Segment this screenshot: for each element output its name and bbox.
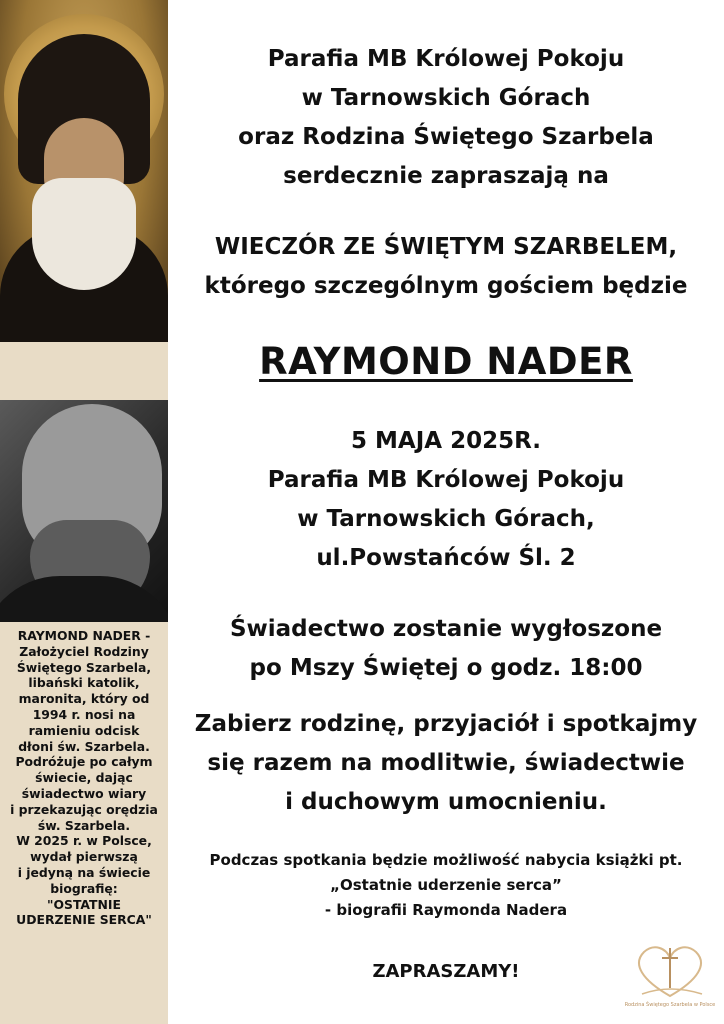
bio-line: 1994 r. nosi na	[32, 706, 136, 722]
heart-cross-logo-icon	[622, 938, 718, 1018]
bio-line: ramieniu odcisk	[28, 722, 140, 738]
raymond-nader-bio	[0, 628, 168, 928]
bio-line: "OSTATNIE	[47, 896, 121, 912]
bio-line: UDERZENIE SERCA"	[16, 912, 152, 928]
intro-line: w Tarnowskich Górach	[301, 85, 591, 111]
address-line: ul.Powstańców Śl. 2	[316, 545, 576, 571]
saint-charbel-icon-image	[0, 0, 168, 342]
bio-line: biografię:	[50, 880, 118, 896]
guest-name: RAYMOND NADER	[259, 340, 633, 383]
call-line: i duchowym umocnieniu.	[285, 789, 607, 815]
bio-line: RAYMOND NADER -	[17, 628, 151, 643]
bio-line: i przekazując orędzia	[10, 801, 158, 817]
date-line: 5 MAJA 2025R.	[351, 428, 541, 454]
call-line: się razem na modlitwie, świadectwie	[207, 750, 685, 776]
bio-line: św. Szarbela.	[37, 817, 131, 833]
bio-line: Założyciel Rodziny	[19, 643, 149, 659]
event-title	[168, 228, 724, 306]
book-line: Podczas spotkania będzie możliwość nabycia książki pt.	[209, 851, 683, 869]
bio-line: świecie, dając	[35, 770, 133, 786]
event-line: którego szczególnym gościem będzie	[204, 273, 688, 299]
raymond-nader-photo	[0, 400, 168, 622]
bio-line: Podróżuje po całym	[15, 754, 153, 770]
invitation-content	[168, 0, 724, 1024]
location-line: w Tarnowskich Górach,	[297, 506, 595, 532]
logo-caption: Rodzina Świętego Szarbela w Polsce	[624, 1002, 716, 1008]
left-sidebar	[0, 0, 168, 1024]
bio-line: i jedyną na świecie	[17, 864, 151, 880]
invitation-call	[168, 705, 724, 822]
bio-line: świadectwo wiary	[21, 785, 147, 801]
guest-name-heading	[168, 336, 724, 388]
book-line: - biografii Raymonda Nadera	[324, 901, 568, 919]
bio-line: Świętego Szarbela,	[16, 659, 152, 675]
intro-line: oraz Rodzina Świętego Szarbela	[238, 124, 654, 150]
bio-line: wydał pierwszą	[30, 849, 138, 865]
bio-line: W 2025 r. w Polsce,	[16, 833, 152, 849]
time-line: Świadectwo zostanie wygłoszone	[229, 616, 663, 642]
call-line: Zabierz rodzinę, przyjaciół i spotkajmy	[194, 711, 698, 737]
bio-line: dłoni św. Szarbela.	[18, 738, 150, 754]
closing-line: ZAPRASZAMY!	[372, 961, 520, 982]
time-line: po Mszy Świętej o godz. 18:00	[249, 655, 643, 681]
testimony-time	[168, 610, 724, 688]
date-location	[168, 422, 724, 578]
intro-heading	[168, 40, 724, 196]
intro-line: serdecznie zapraszają na	[283, 163, 609, 189]
bio-line: maronita, który od	[18, 691, 150, 707]
intro-line: Parafia MB Królowej Pokoju	[267, 46, 625, 72]
book-title: „Ostatnie uderzenie serca”	[330, 876, 562, 894]
location-line: Parafia MB Królowej Pokoju	[267, 467, 625, 493]
bio-line: libański katolik,	[28, 675, 140, 691]
book-info	[168, 848, 724, 923]
event-line: WIECZÓR ZE ŚWIĘTYM SZARBELEM,	[214, 234, 678, 260]
heart-cross-logo-icon	[622, 938, 718, 1002]
